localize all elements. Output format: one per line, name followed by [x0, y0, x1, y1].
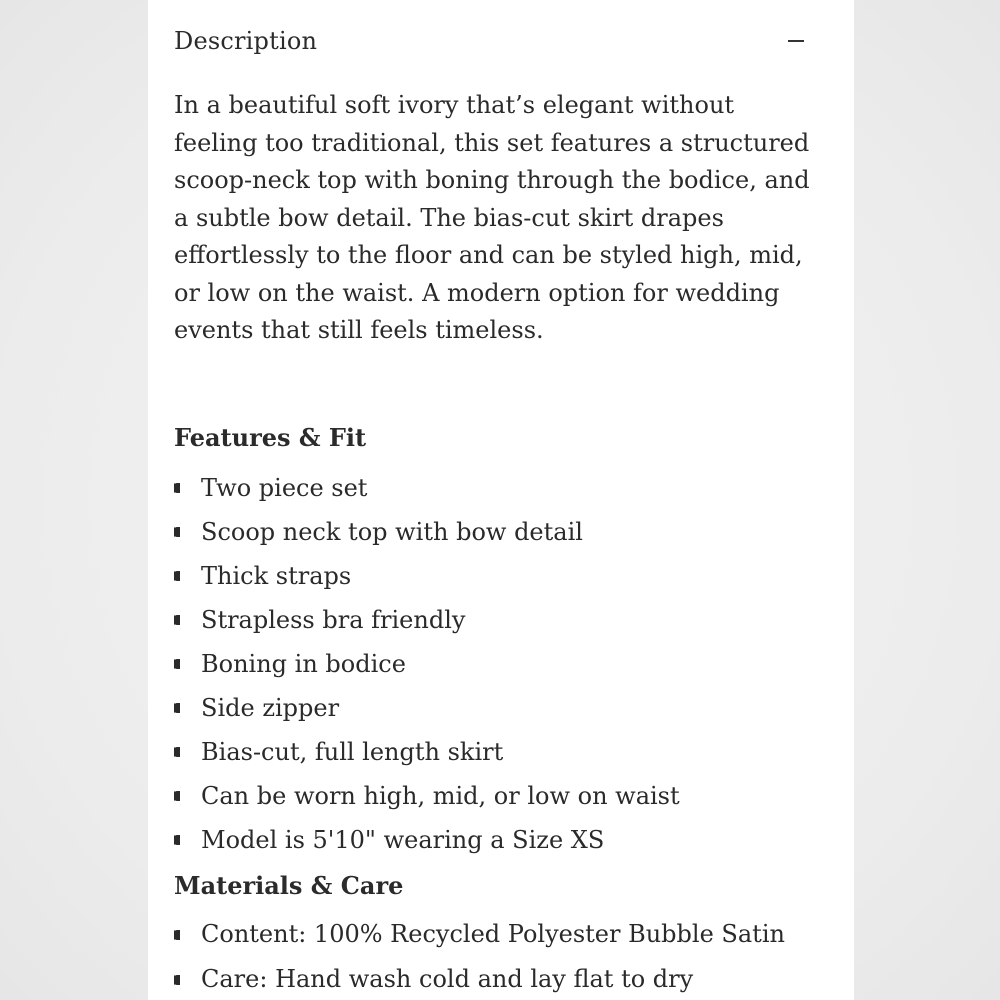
bullet-icon — [174, 659, 180, 669]
feature-item — [174, 818, 854, 862]
feature-item-text: Boning in bodice — [201, 649, 406, 678]
material-item-text: Care: Hand wash cold and lay flat to dry — [201, 964, 694, 993]
feature-item-text: Can be worn high, mid, or low on waist — [201, 781, 680, 810]
feature-item-text: Side zipper — [201, 693, 340, 722]
material-item-text: Content: 100% Recycled Polyester Bubble Satin — [201, 919, 785, 948]
materials-list — [174, 912, 854, 1000]
feature-item — [174, 554, 854, 598]
description-body: In a beautiful soft ivory that’s elegant without feeling too traditional, this set features a structured scoop-neck top with boning through the bodice, and a subtle bow detail. The bias-cut skirt drapes effortlessly to the floor and can be styled high, mid, or low on the waist. A modern option for wedding events that still feels timeless. — [174, 91, 810, 344]
feature-item — [174, 686, 854, 730]
feature-item-text: Model is 5'10" wearing a Size XS — [201, 825, 605, 854]
material-item — [174, 957, 854, 1000]
bullet-icon — [174, 615, 180, 625]
bullet-icon — [174, 975, 180, 985]
collapse-minus-icon[interactable] — [786, 31, 806, 51]
description-accordion-header[interactable] — [174, 0, 806, 82]
bullet-icon — [174, 930, 180, 940]
bullet-icon — [174, 835, 180, 845]
feature-item-text: Two piece set — [201, 473, 368, 502]
bullet-icon — [174, 703, 180, 713]
description-title: Description — [174, 27, 318, 55]
feature-item — [174, 774, 854, 818]
feature-item-text: Thick straps — [201, 561, 352, 590]
feature-item-text: Scoop neck top with bow detail — [201, 517, 583, 546]
feature-item — [174, 466, 854, 510]
feature-item — [174, 510, 854, 554]
materials-care-heading: Materials & Care — [174, 870, 404, 900]
features-list — [174, 466, 854, 862]
bullet-icon — [174, 527, 180, 537]
bullet-icon — [174, 571, 180, 581]
product-description-panel — [148, 0, 854, 1000]
feature-item — [174, 642, 854, 686]
material-item — [174, 912, 854, 957]
feature-item — [174, 598, 854, 642]
feature-item-text: Strapless bra friendly — [201, 605, 466, 634]
features-fit-heading: Features & Fit — [174, 422, 367, 452]
feature-item-text: Bias-cut, full length skirt — [201, 737, 504, 766]
bullet-icon — [174, 483, 180, 493]
feature-item — [174, 730, 854, 774]
bullet-icon — [174, 747, 180, 757]
bullet-icon — [174, 791, 180, 801]
